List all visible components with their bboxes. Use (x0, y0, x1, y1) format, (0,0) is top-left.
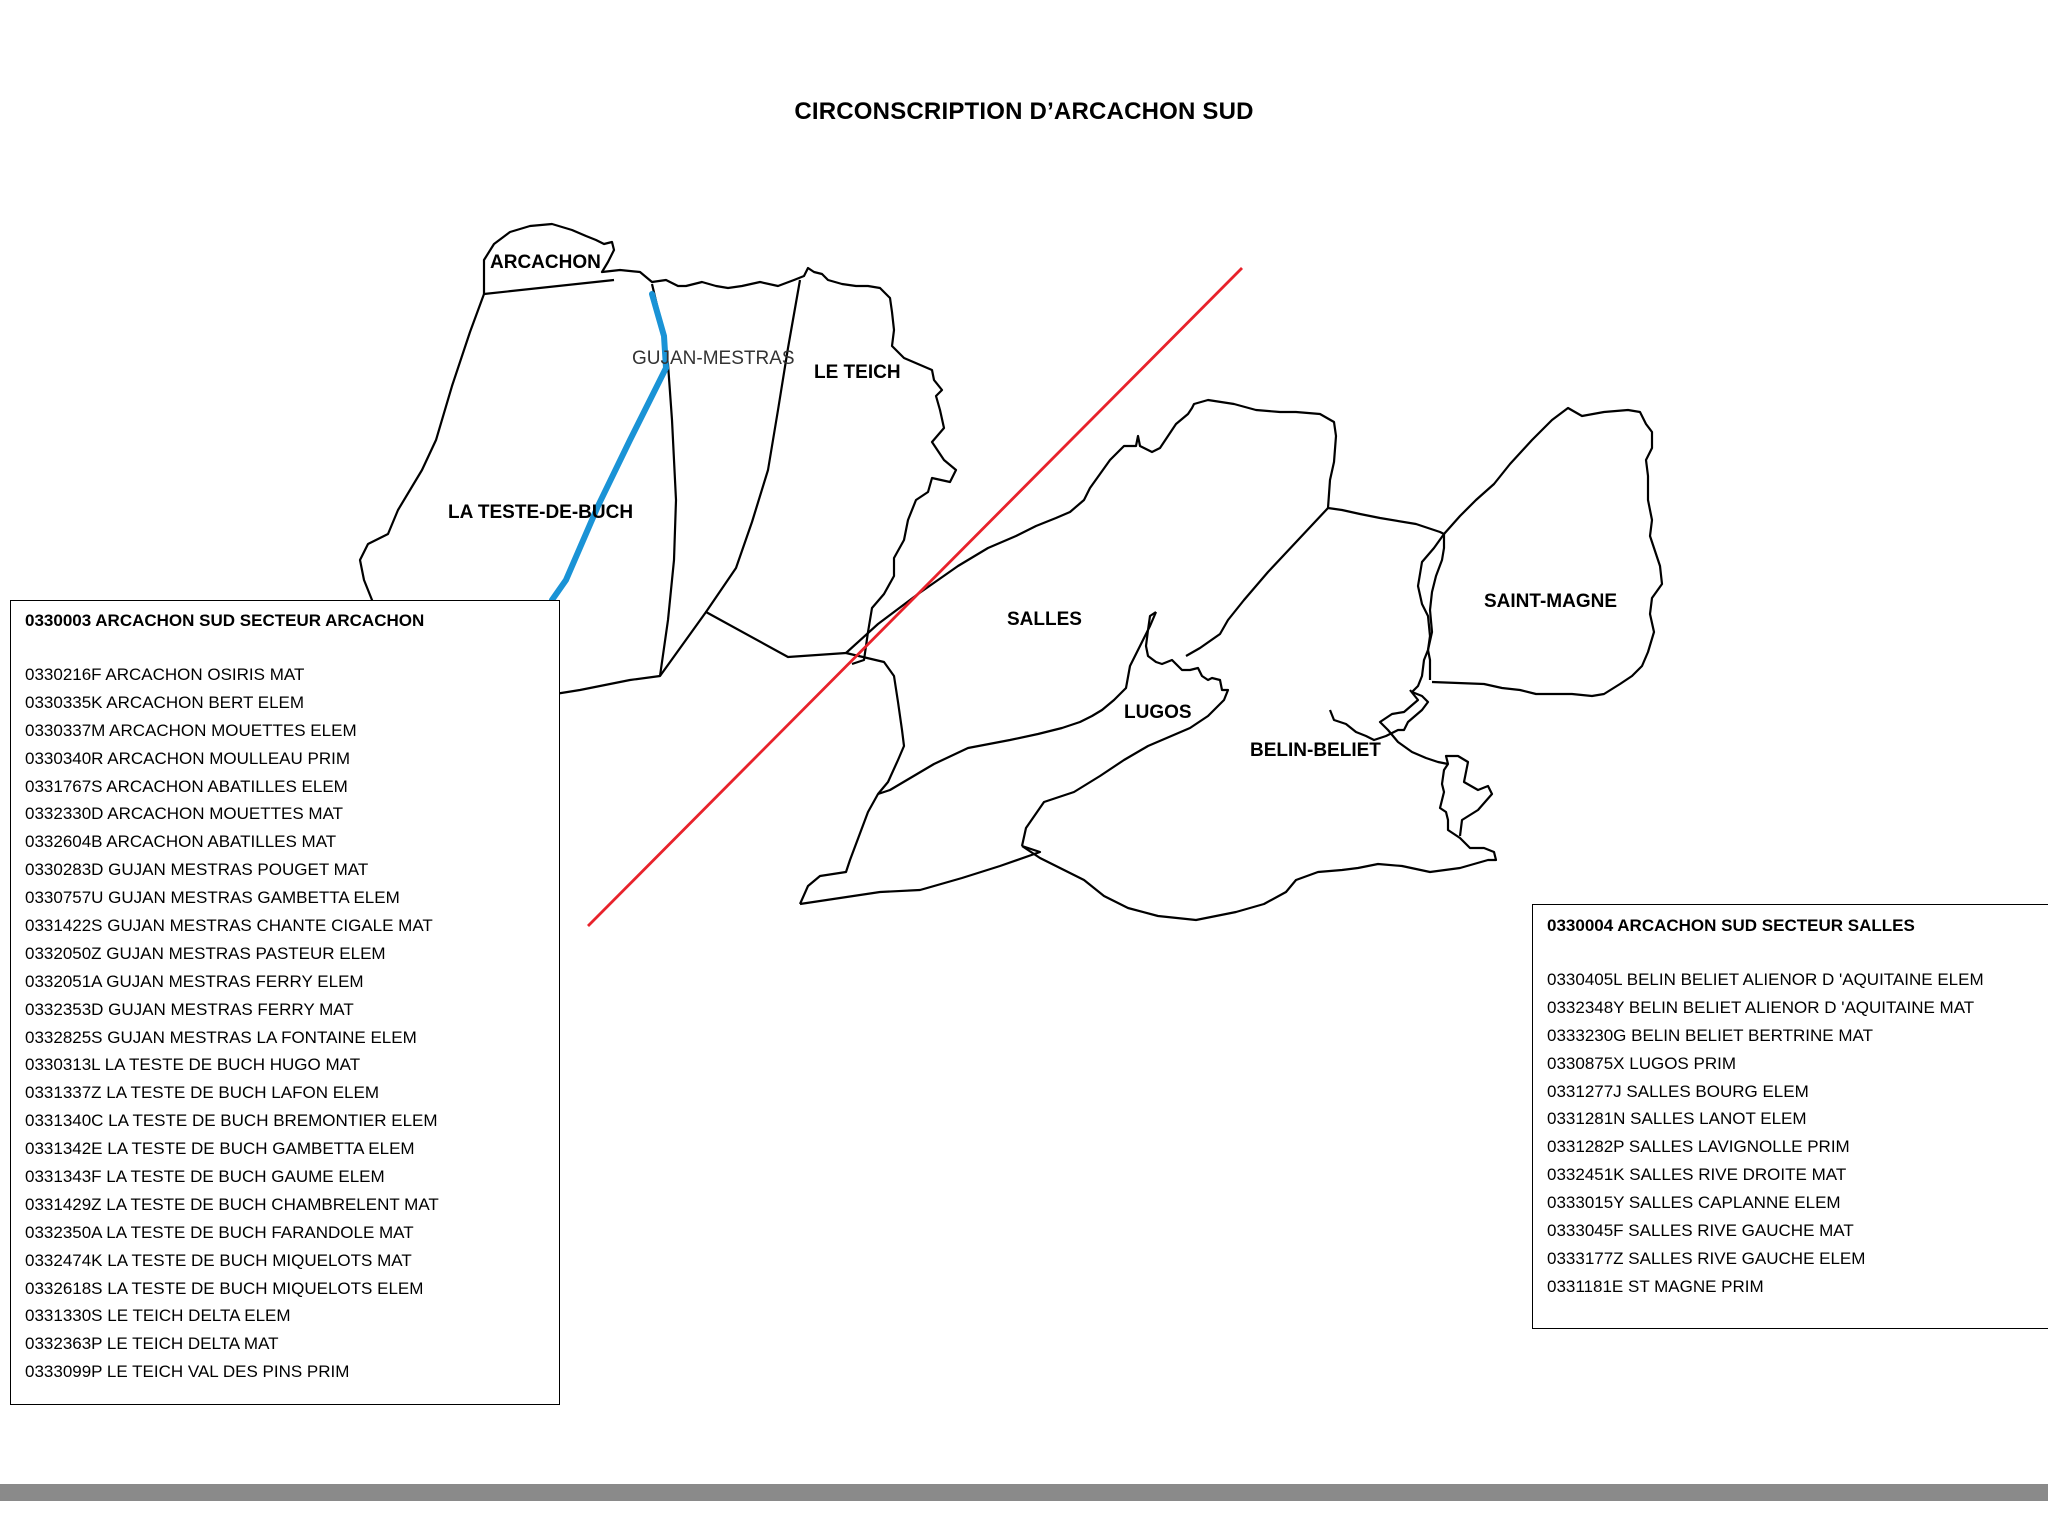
school-list-item: 0331343F LA TESTE DE BUCH GAUME ELEM (25, 1167, 385, 1187)
sector-boundary-blue-line (552, 294, 666, 600)
map-title: CIRCONSCRIPTION D’ARCACHON SUD (794, 98, 1254, 125)
commune-label-gujan-mestras: GUJAN-MESTRAS (632, 348, 795, 369)
school-list-item: 0331422S GUJAN MESTRAS CHANTE CIGALE MAT (25, 916, 433, 936)
school-list-item: 0333230G BELIN BELIET BERTRINE MAT (1547, 1025, 1873, 1045)
school-list-item: 0331282P SALLES LAVIGNOLLE PRIM (1547, 1137, 1850, 1157)
school-list-item: 0330216F ARCACHON OSIRIS MAT (25, 665, 305, 684)
school-list-item: 0330405L BELIN BELIET ALIENOR D 'AQUITAINE ELEM (1547, 970, 1984, 989)
commune-label-salles: SALLES (1007, 609, 1082, 630)
school-list (1547, 966, 2048, 1301)
school-list-item: 0331342E LA TESTE DE BUCH GAMBETTA ELEM (25, 1139, 415, 1159)
school-list-item: 0332451K SALLES RIVE DROITE MAT (1547, 1165, 1847, 1185)
school-list-item: 0331337Z LA TESTE DE BUCH LAFON ELEM (25, 1083, 379, 1103)
school-list-item: 0330283D GUJAN MESTRAS POUGET MAT (25, 860, 369, 880)
school-list-item: 0331330S LE TEICH DELTA ELEM (25, 1306, 291, 1326)
school-list-item: 0332825S GUJAN MESTRAS LA FONTAINE ELEM (25, 1027, 417, 1047)
school-list-item: 0331181E ST MAGNE PRIM (1547, 1276, 1764, 1296)
school-list-item: 0330875X LUGOS PRIM (1547, 1053, 1736, 1073)
school-list-item: 0331340C LA TESTE DE BUCH BREMONTIER ELEM (25, 1111, 438, 1131)
commune-label-lugos: LUGOS (1124, 702, 1192, 723)
sector-box-arcachon (10, 600, 560, 1405)
school-list-item: 0332604B ARCACHON ABATILLES MAT (25, 832, 337, 852)
school-list-item: 0332051A GUJAN MESTRAS FERRY ELEM (25, 971, 364, 991)
commune-label-saint-magne: SAINT-MAGNE (1484, 591, 1617, 612)
commune-label-belin-beliet: BELIN-BELIET (1250, 740, 1381, 761)
school-list-item: 0332353D GUJAN MESTRAS FERRY MAT (25, 999, 354, 1019)
school-list-item: 0332363P LE TEICH DELTA MAT (25, 1334, 279, 1354)
boundary-arcachon-la-teste (484, 280, 614, 294)
school-list-item: 0333177Z SALLES RIVE GAUCHE ELEM (1547, 1248, 1866, 1268)
boundary-belin-east (1330, 534, 1444, 740)
school-list-item: 0332350A LA TESTE DE BUCH FARANDOLE MAT (25, 1222, 414, 1242)
sector-box-salles (1532, 904, 2048, 1329)
school-list-item: 0330337M ARCACHON MOUETTES ELEM (25, 720, 357, 740)
school-list-item: 0330335K ARCACHON BERT ELEM (25, 692, 305, 712)
boundary-salles-belin (1186, 508, 1328, 656)
school-list-item: 0332618S LA TESTE DE BUCH MIQUELOTS ELEM (25, 1278, 424, 1298)
school-list-item: 0332348Y BELIN BELIET ALIENOR D 'AQUITAINE MAT (1547, 997, 1975, 1017)
commune-label-arcachon: ARCACHON (490, 252, 601, 273)
boundary-belin-saint-magne (1380, 690, 1448, 764)
sector-title: 0330003 ARCACHON SUD SECTEUR ARCACHON (25, 611, 425, 630)
school-list-item: 0330313L LA TESTE DE BUCH HUGO MAT (25, 1055, 361, 1075)
school-list-item: 0331281N SALLES LANOT ELEM (1547, 1109, 1807, 1129)
sector-title: 0330004 ARCACHON SUD SECTEUR SALLES (1547, 916, 1915, 935)
school-list (25, 661, 559, 1386)
school-list-item: 0330757U GUJAN MESTRAS GAMBETTA ELEM (25, 888, 400, 908)
boundary-gujan-le-teich (706, 280, 800, 612)
school-list-item: 0332050Z GUJAN MESTRAS PASTEUR ELEM (25, 943, 386, 963)
bottom-bar (0, 1484, 2048, 1501)
school-list-item: 0330340R ARCACHON MOULLEAU PRIM (25, 748, 351, 768)
school-list-item: 0331429Z LA TESTE DE BUCH CHAMBRELENT MAT (25, 1194, 439, 1214)
school-list-item: 0332330D ARCACHON MOUETTES MAT (25, 804, 344, 824)
school-list-item: 0333045F SALLES RIVE GAUCHE MAT (1547, 1221, 1854, 1241)
boundary-salles-south (800, 846, 1040, 904)
school-list-item: 0333015Y SALLES CAPLANNE ELEM (1547, 1193, 1841, 1213)
school-list-item: 0331277J SALLES BOURG ELEM (1547, 1081, 1809, 1101)
boundary-salles-west (800, 653, 904, 904)
commune-label-la-teste-de-buch: LA TESTE-DE-BUCH (448, 502, 634, 523)
commune-boundary-lugos (1022, 612, 1228, 846)
school-list-item: 0332474K LA TESTE DE BUCH MIQUELOTS MAT (25, 1250, 412, 1270)
school-list-item: 0333099P LE TEICH VAL DES PINS PRIM (25, 1362, 350, 1382)
commune-label-le-teich: LE TEICH (814, 362, 901, 383)
school-list-item: 0331767S ARCACHON ABATILLES ELEM (25, 776, 348, 796)
commune-boundary-saint-magne (1432, 408, 1662, 696)
